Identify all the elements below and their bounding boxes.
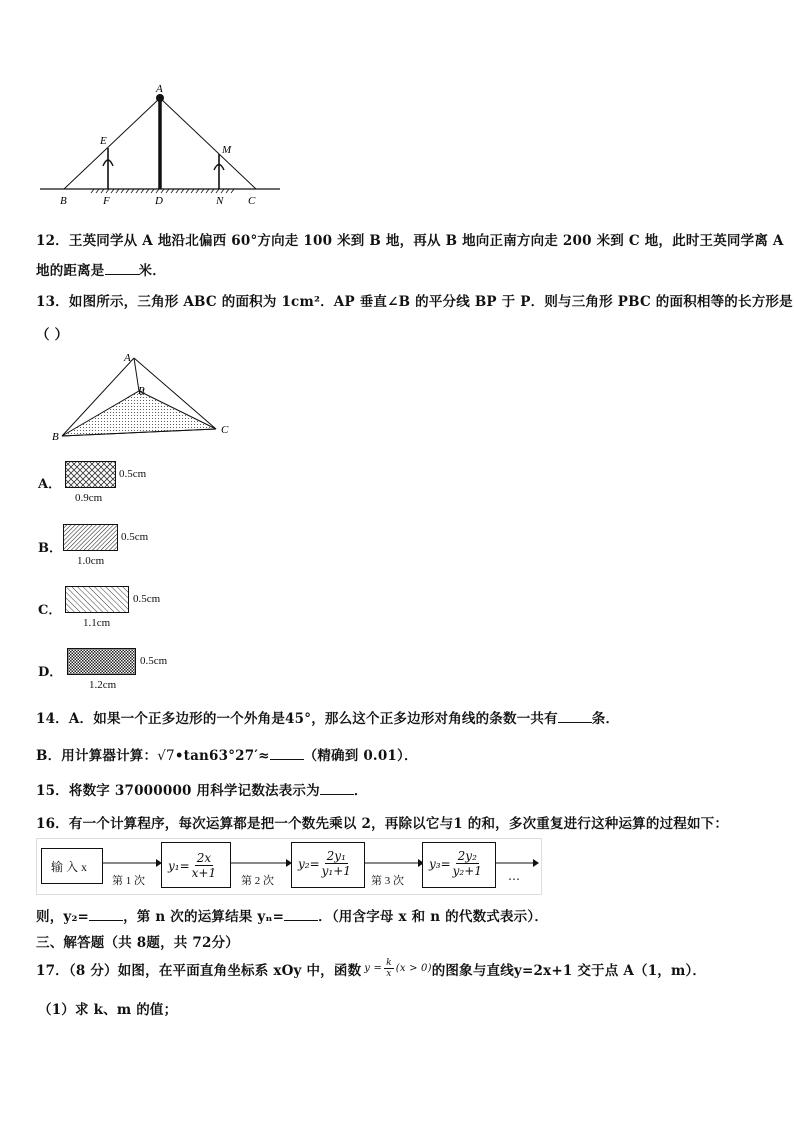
tri-label-A: A [124,352,131,364]
q14-b-blank[interactable] [270,747,304,760]
q13-option-d-height: 0.5cm [140,655,168,667]
q16-flowchart [36,838,541,894]
q13-option-b-letter[interactable]: B． [38,541,62,556]
q16-input-box [41,848,103,884]
q14-a-pre: 14．A．如果一个正多边形的一个外角是45°，那么这个正多边形对角线的条数一共有 [36,711,558,727]
q14-b-pre: B．用计算器计算： [36,748,158,764]
tri-label-C: C [221,424,229,436]
q16-ellipsis: … [508,869,520,883]
q13-option-a-letter[interactable]: A． [38,477,62,492]
q16-answer-c: ．（用含字母 x 和 n 的代数式表示）． [318,909,549,925]
q16-blank-y2[interactable] [89,908,123,921]
q13-option-d-rect[interactable] [67,648,137,676]
q16-y1-num: 2x [196,851,212,865]
q16-box-y2 [291,842,365,888]
q13-option-c-rect[interactable] [65,586,131,614]
q16-blank-yn[interactable] [284,908,318,921]
label-A: A [156,83,163,95]
tri-label-B: B [52,431,59,443]
label-E: E [100,135,107,147]
q16-answer-line [36,905,548,925]
q17-func-den: x [386,969,392,979]
q12-line2-a: 地的距离是 [36,263,105,279]
q16-answer-b: ，第 n 次的运算结果 yₙ= [123,909,285,925]
q14-a-post: 条． [591,711,620,727]
q15-blank[interactable] [320,782,354,795]
q15-pre: 15．将数字 37000000 用科学记数法表示为 [36,783,320,799]
q16-y1-lhs: y₁= [168,858,190,873]
q16-y3-den: y₂+1 [452,864,482,878]
q14-b-mid: •tan63°27′≈ [174,748,270,764]
q17-sub1: （1）求 k、m 的值； [38,1002,178,1018]
q14-a-blank[interactable] [558,710,592,723]
figure-triangle-abc [46,348,246,446]
q14-b-post: （精确到 0.01）． [303,748,418,764]
label-F: F [103,195,110,207]
q17-func-lhs: y = [364,963,383,974]
q16-y2-den: y₁+1 [321,864,351,878]
q15-post: ． [353,783,368,799]
section3-title: 三、解答题（共 8题，共 72分） [36,935,239,951]
q13-option-a-height: 0.5cm [119,468,147,480]
q16-step3: 第 3 次 [371,875,404,887]
q16-box-y3 [422,842,496,888]
q16-line: 16．有一个计算程序，每次运算都是把一个数先乘以 2，再除以它与1 的和，多次重复进行这种运算的过程如下： [36,816,729,832]
label-N: N [216,195,224,207]
q17-post: 的图象与直线y=2x+1 交于点 A（1，m）． [431,962,707,979]
q14-b-sqrt: √7 [157,748,175,764]
q13-option-b-rect[interactable] [63,524,119,552]
q12-line2-b: 米． [138,263,166,279]
q13-option-c-height: 0.5cm [133,593,161,605]
q13-option-a-width: 0.9cm [75,492,103,504]
q16-input-label: 输 入 x [51,860,88,874]
q17-func-num: k [386,958,392,968]
q13-line1: 13．如图所示，三角形 ABC 的面积为 1cm²．AP 垂直∠B 的平分线 BP 于 P．则与三角形 PBC 的面积相等的长方形是 [36,294,793,310]
figure-shadow-diagram [36,80,286,210]
q17-line [36,958,706,979]
q13-option-c-letter[interactable]: C． [38,603,62,618]
q13-option-c-width: 1.1cm [83,617,111,629]
q13-line2: （ ） [36,327,69,343]
q13-option-b-height: 0.5cm [121,531,149,543]
label-M: M [222,144,232,156]
q13-option-d-width: 1.2cm [89,679,117,691]
q16-answer-a: 则，y₂= [36,909,90,925]
q13-option-d-letter[interactable]: D． [38,665,63,680]
q16-y2-lhs: y₂= [298,856,320,871]
q15-line [36,779,368,799]
q12-answer-blank[interactable] [105,262,139,275]
q14-b-line [36,744,418,764]
q16-box-y1 [161,842,231,888]
tri-label-P: P [138,385,145,397]
q16-y3-lhs: y₃= [429,856,451,871]
q16-step2: 第 2 次 [241,875,274,887]
q14-a-line [36,707,619,727]
label-C: C [248,195,256,207]
q16-y1-den: x+1 [191,866,217,880]
q16-y3-num: 2y₂ [457,849,477,863]
q12-line2 [36,259,166,279]
q16-y2-num: 2y₁ [326,849,346,863]
q13-option-b-width: 1.0cm [77,555,105,567]
q17-pre: 17．（8 分）如图，在平面直角坐标系 xOy 中，函数 [36,962,362,979]
label-B: B [60,195,67,207]
q12-line1: 12．王英同学从 A 地沿北偏西 60°方向走 100 米到 B 地，再从 B 地向正南方向走 200 米到 C 地，此时王英同学离 A [36,233,784,249]
q16-step1: 第 1 次 [112,875,145,887]
label-D: D [155,195,163,207]
q17-func-cond: (x > 0) [395,963,432,974]
q13-option-a-rect[interactable] [65,461,117,489]
